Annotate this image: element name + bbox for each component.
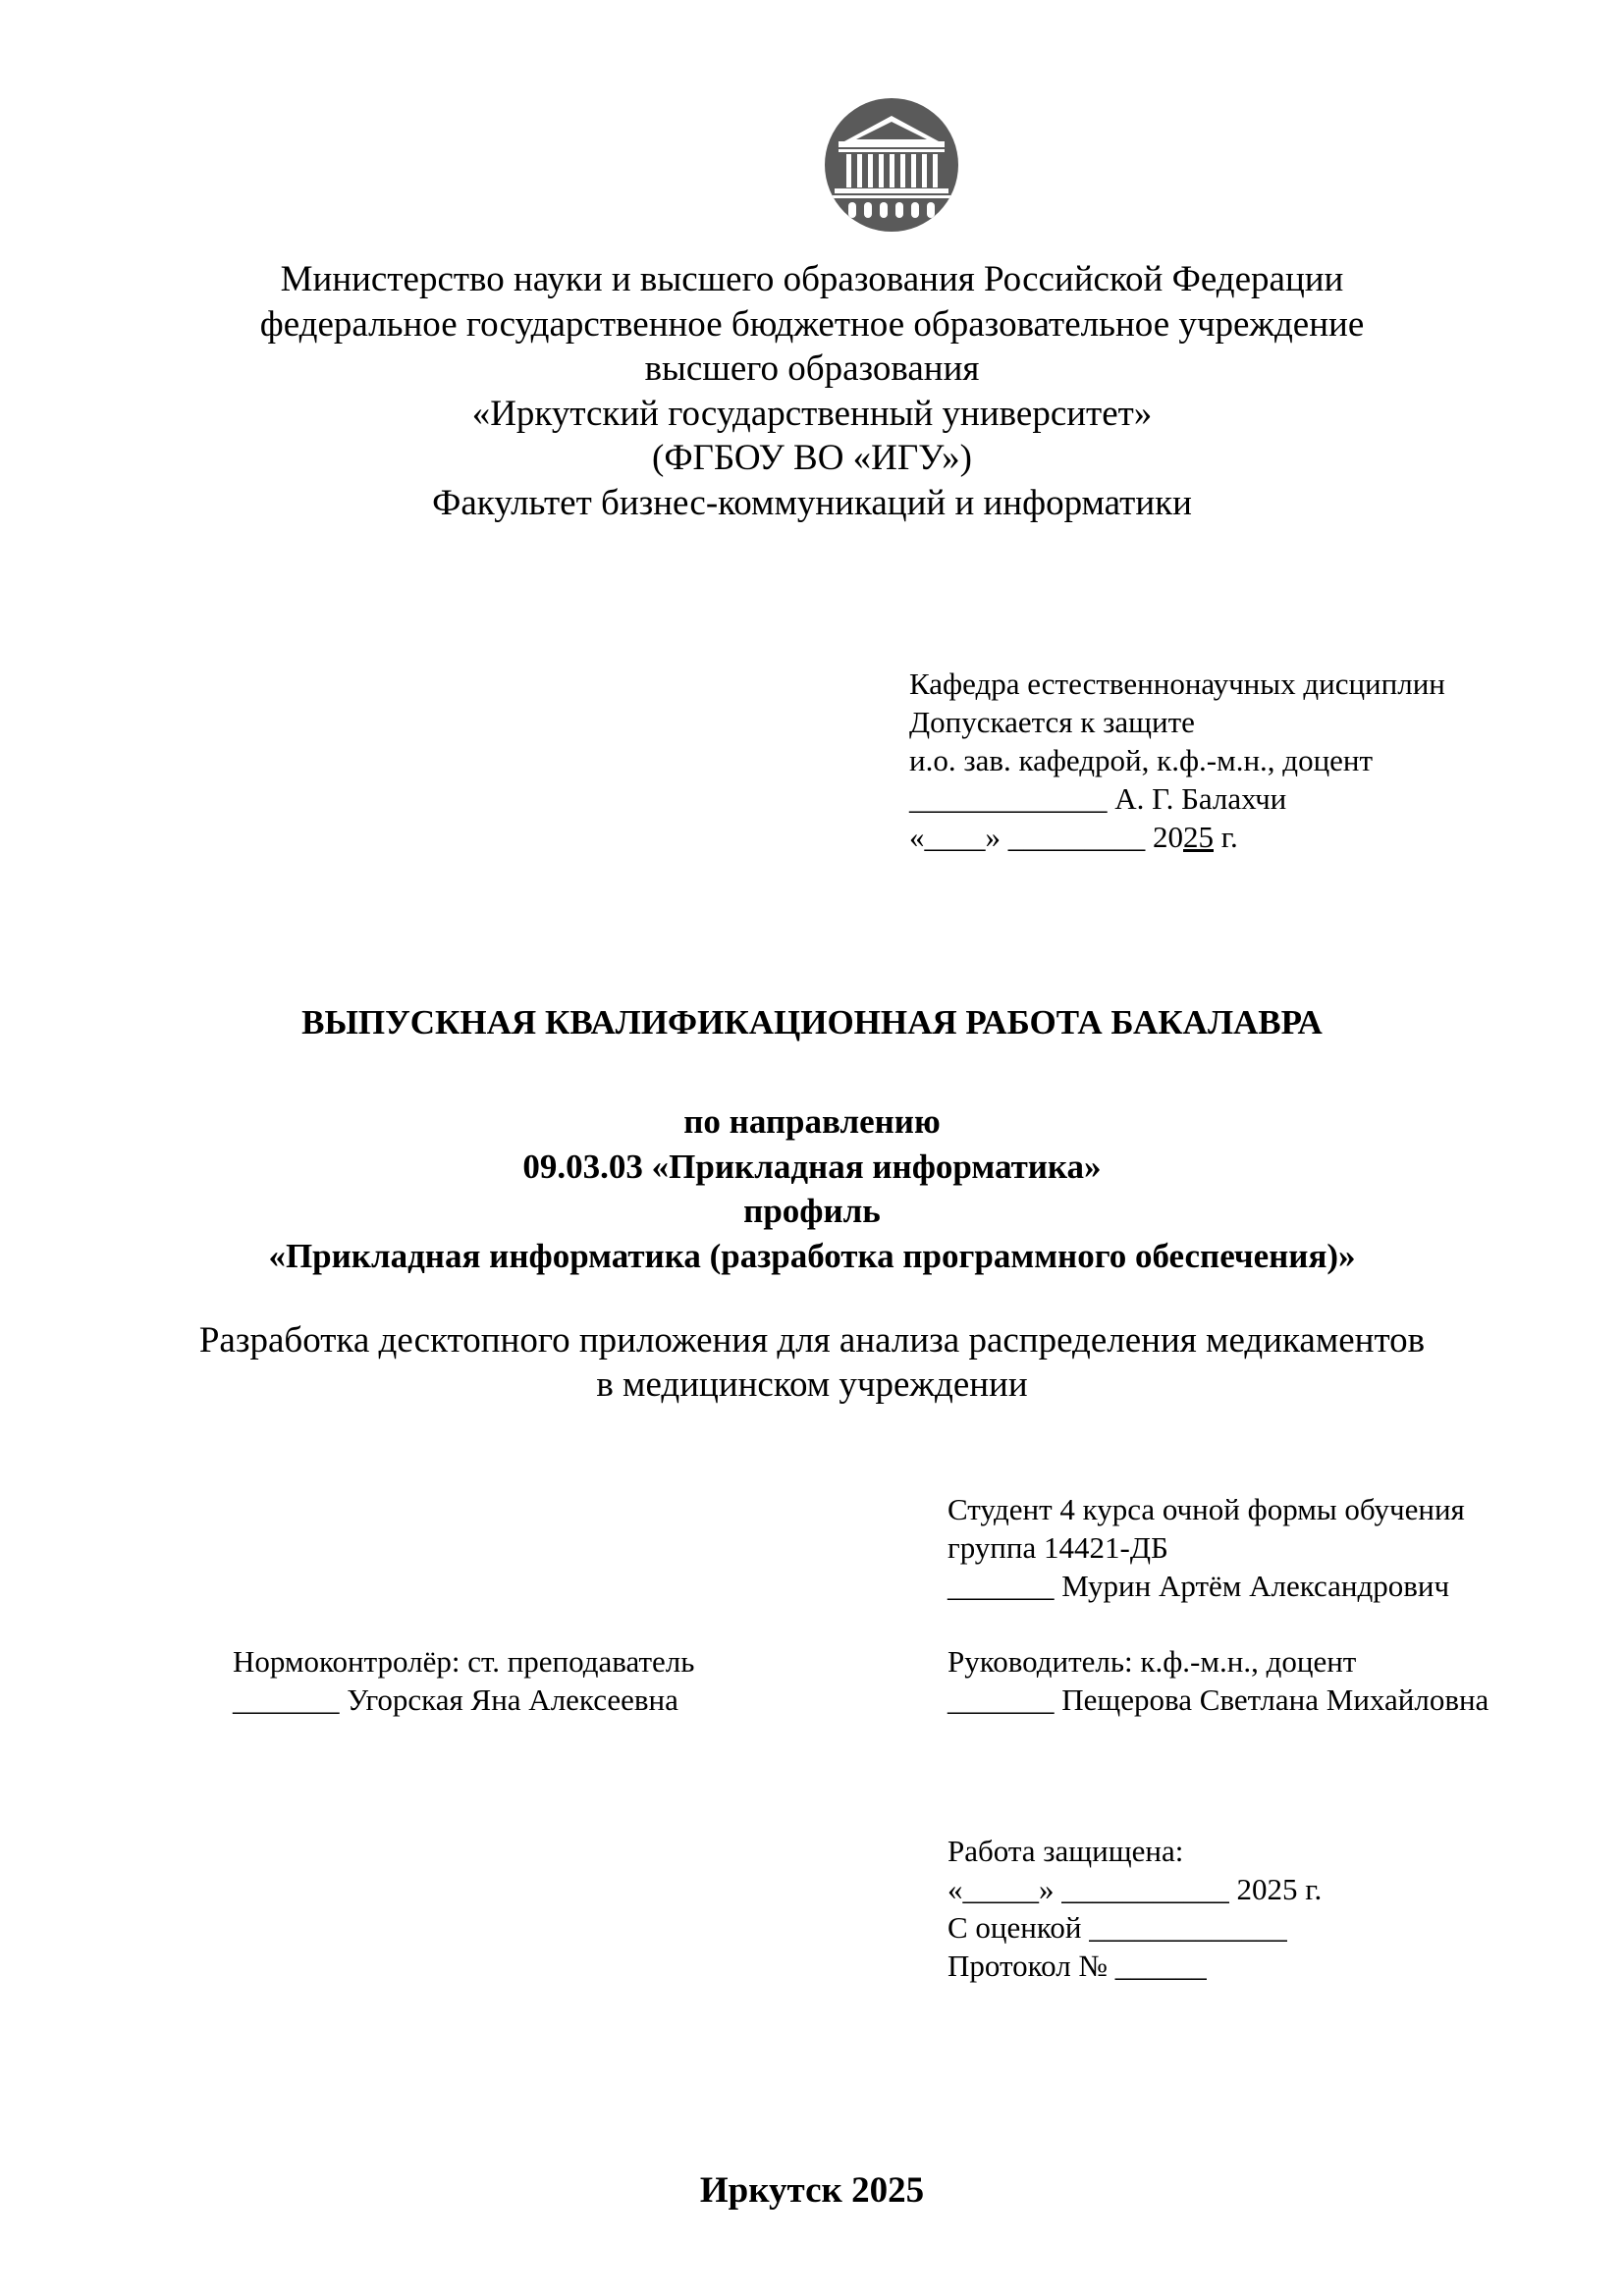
work-title: ВЫПУСКНАЯ КВАЛИФИКАЦИОННАЯ РАБОТА БАКАЛАВРА [301, 1003, 1323, 1041]
profile-label: профиль [743, 1192, 881, 1230]
approval-date-suffix: г. [1214, 820, 1238, 854]
student-course: Студент 4 курса очной формы обучения [947, 1492, 1465, 1526]
direction-block [0, 1099, 1624, 1278]
document-header [0, 257, 1624, 525]
faculty-name: Факультет бизнес-коммуникаций и информатики [432, 482, 1192, 523]
defense-date: «_____» ___________ 2025 г. [947, 1872, 1323, 1906]
profile-name: «Прикладная информатика (разработка программного обеспечения)» [268, 1236, 1356, 1275]
defense-protocol: Протокол № ______ [947, 1949, 1207, 1983]
normcontrol-signature: _______ Угорская Яна Алексеевна [233, 1682, 678, 1717]
defense-label: Работа защищена: [947, 1834, 1184, 1868]
department-name: Кафедра естественнонаучных дисциплин [909, 667, 1445, 701]
student-group: группа 14421-ДБ [947, 1530, 1168, 1565]
topic-line-2: в медицинском учреждении [596, 1364, 1028, 1405]
approval-date-prefix: «____» _________ 20 [909, 820, 1183, 854]
normcontrol-role: Нормоконтролёр: ст. преподаватель [233, 1644, 695, 1679]
student-signature: _______ Мурин Артём Александрович [947, 1569, 1450, 1603]
university-logo [825, 98, 958, 232]
institution-level-line: высшего образования [644, 348, 980, 389]
topic-line-1: Разработка десктопного приложения для анализа распределения медикаментов [198, 1320, 1426, 1361]
approval-date [909, 818, 1445, 856]
ministry-line: Министерство науки и высшего образования Российской Федерации [280, 259, 1344, 299]
supervisor-role: Руководитель: к.ф.-м.н., доцент [947, 1644, 1357, 1679]
city-year: Иркутск 2025 [699, 2170, 925, 2211]
supervisor-block [947, 1642, 1489, 1719]
university-name: «Иркутский государственный университет» [471, 393, 1153, 434]
head-position: и.о. зав. кафедрой, к.ф.-м.н., доцент [909, 743, 1374, 777]
approval-date-year: 25 [1183, 820, 1214, 854]
direction-label: по направлению [683, 1102, 941, 1141]
normcontrol-block [233, 1642, 694, 1719]
supervisor-signature: _______ Пещерова Светлана Михайловна [947, 1682, 1489, 1717]
institution-type-line: федеральное государственное бюджетное образовательное учреждение [259, 303, 1365, 345]
university-abbr: (ФГБОУ ВО «ИГУ») [652, 438, 972, 478]
head-signature: _____________ А. Г. Балахчи [909, 781, 1287, 816]
defense-block [947, 1832, 1322, 1985]
defense-grade: С оценкой _____________ [947, 1910, 1287, 1945]
topic-block [0, 1318, 1624, 1407]
student-block [947, 1490, 1465, 1605]
admitted-label: Допускается к защите [909, 705, 1195, 739]
direction-name: 09.03.03 «Прикладная информатика» [522, 1147, 1102, 1186]
approval-block [909, 665, 1445, 856]
